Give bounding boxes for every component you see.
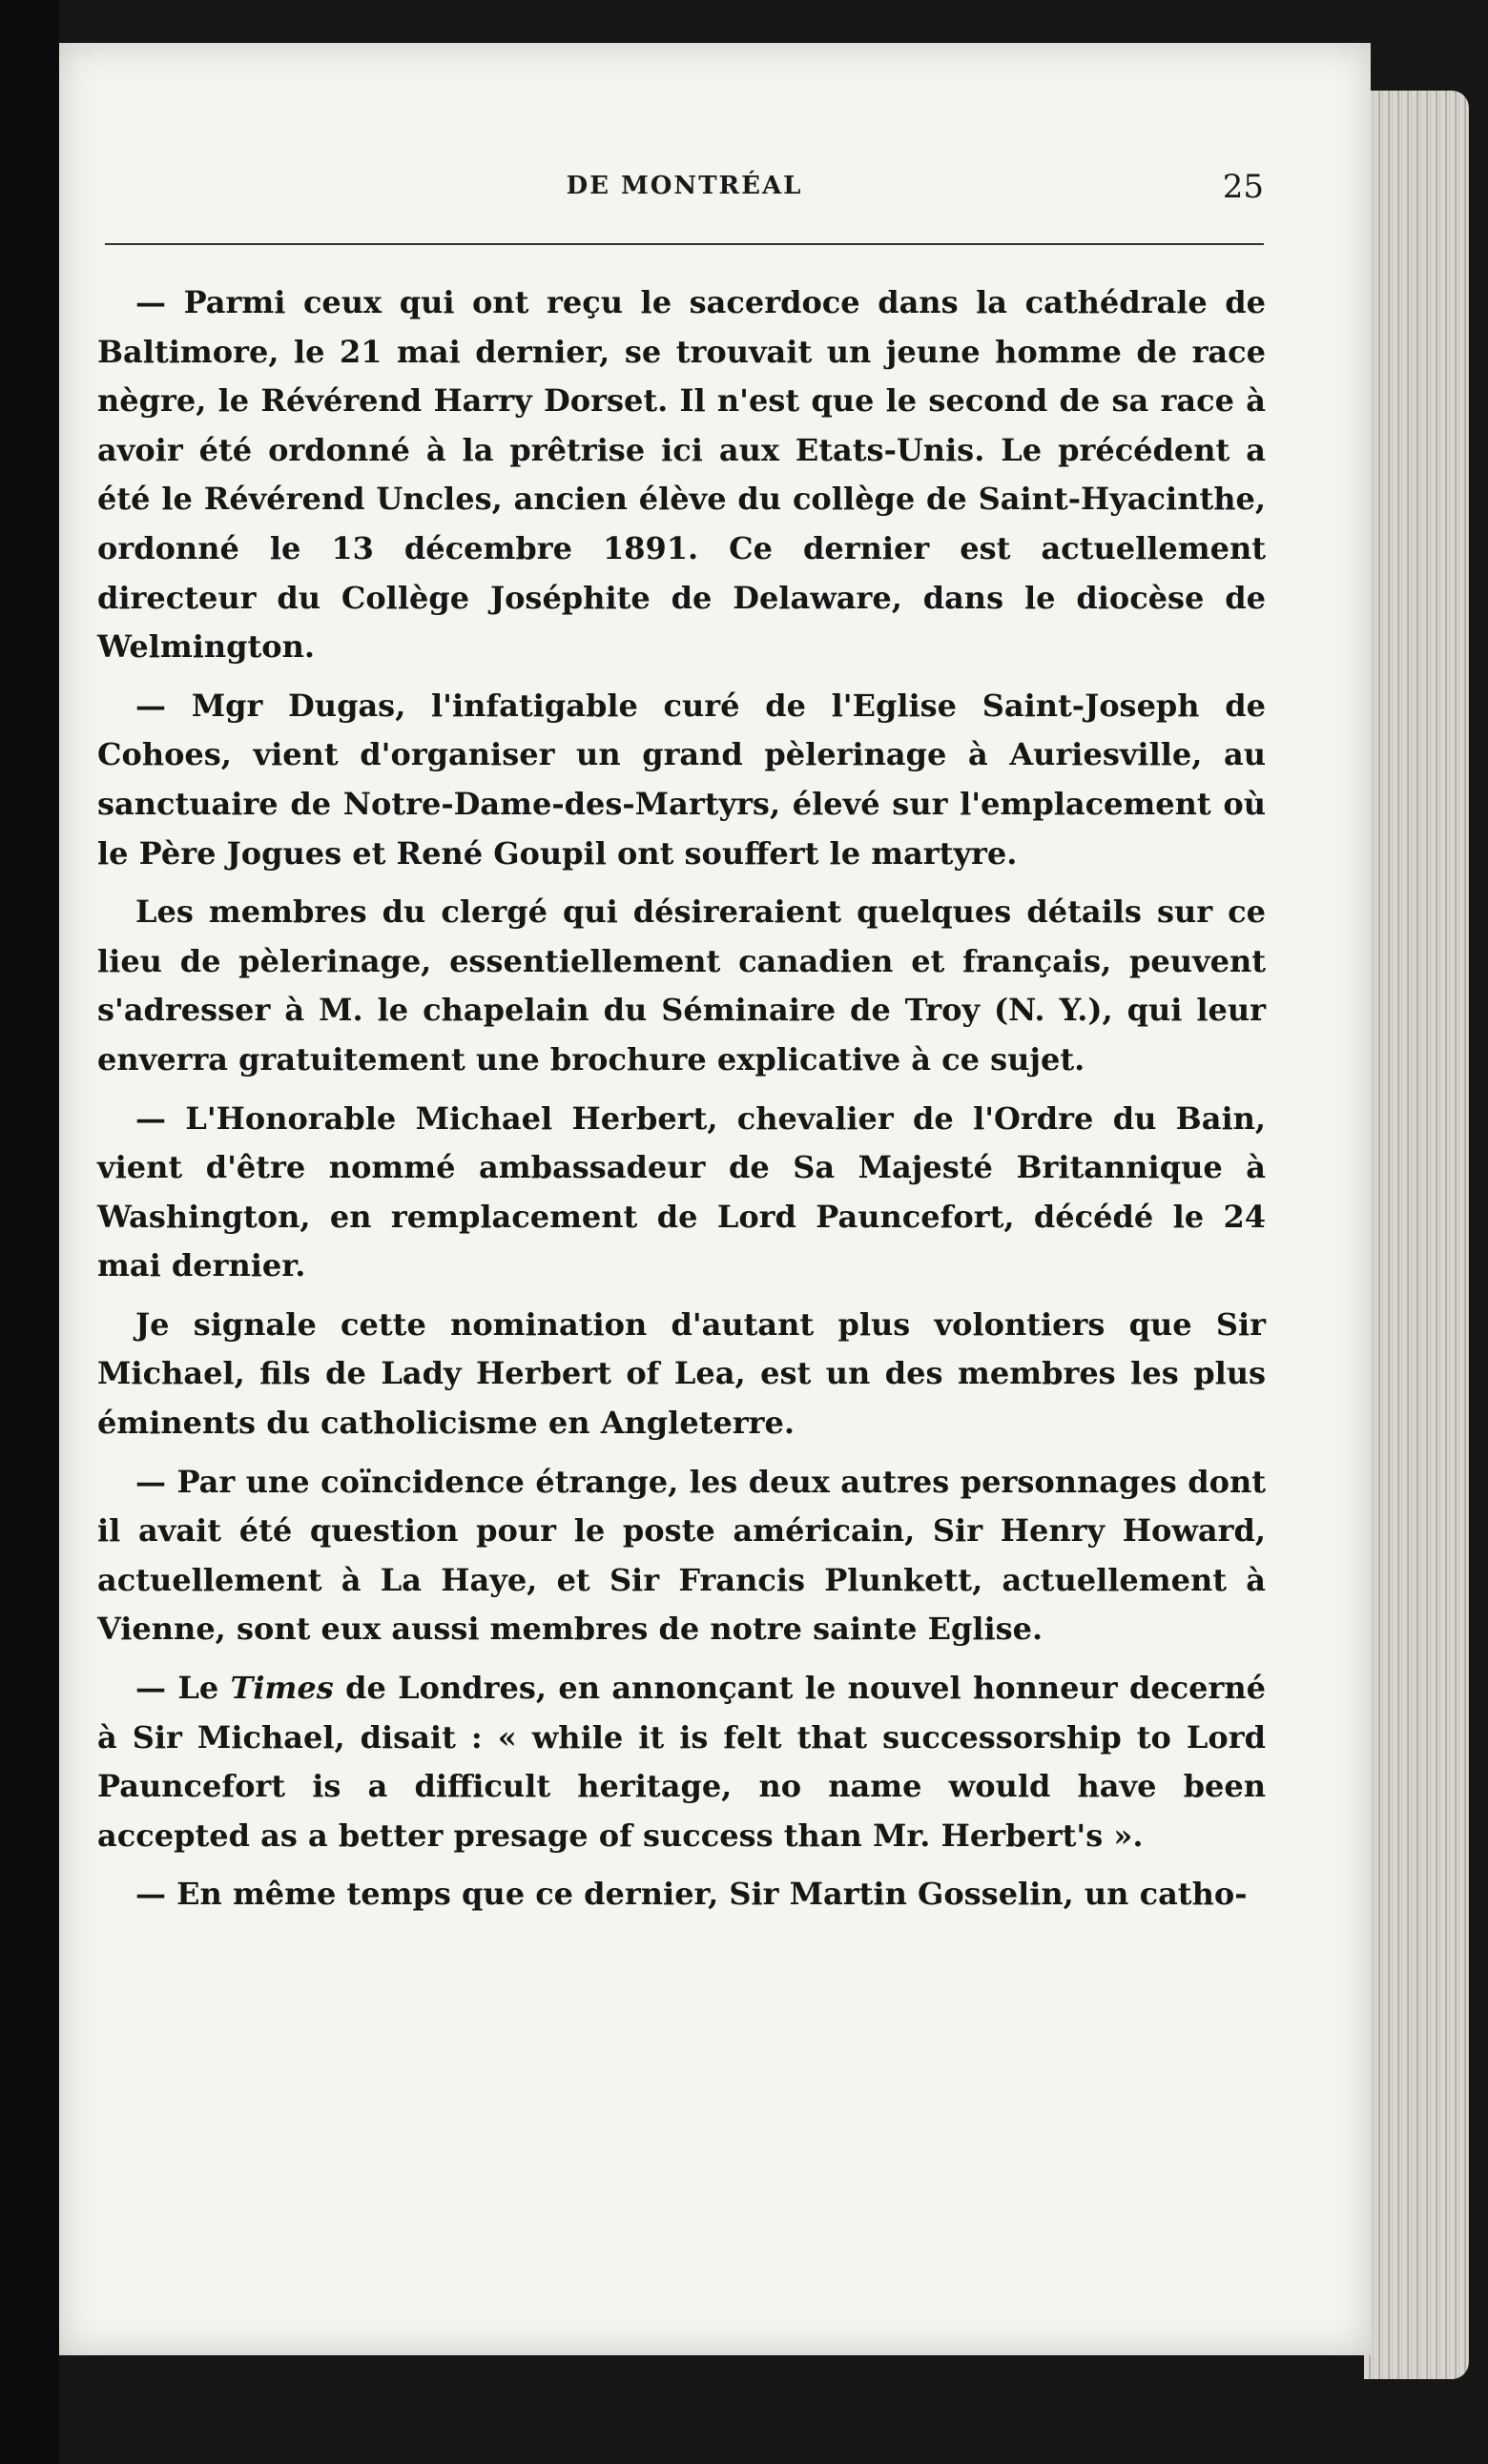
page-number: 25 bbox=[1222, 168, 1264, 206]
header-rule bbox=[105, 243, 1264, 245]
scan-left-margin bbox=[0, 0, 59, 2464]
paragraph-nomination: Je signale cette nomination d'autant plus volontiers que Sir Michael, fils de Lady Herbert of Lea, est un des membres les plus éminents du catholicisme en Angleterre. bbox=[97, 1305, 1266, 1442]
page-body bbox=[97, 278, 1266, 1920]
book-page-edges bbox=[1364, 91, 1469, 2379]
paragraph-coincidence: — Par une coïncidence étrange, les deux autres personnages dont il avait été question pour le poste américain, Sir Henry Howard, actuellement à La Haye, et Sir Francis Plunkett, actuellement à Vienne, sont eux aussi membres de notre sainte Eglise. bbox=[97, 1463, 1266, 1648]
times-rest: de Londres, en annonçant le nouvel honneur decerné à Sir Michael, disait : « while it is felt that successorship to Lord Pauncefort is a difficult heritage, no name would have been accepted as a better presage of success than Mr. Herbert's ». bbox=[97, 1670, 1267, 1854]
paragraph-baltimore: — Parmi ceux qui ont reçu le sacerdoce dans la cathédrale de Baltimore, le 21 mai dernier, se trouvait un jeune homme de race nègre, le Révérend Harry Dorset. Il n'est que le second de sa race à avoir été ordonné à la prêtrise ici aux Etats-Unis. Le précédent a été le Révérend Uncles, ancien élève du collège de Saint-Hyacinthe, ordonné le 13 décembre 1891. Ce dernier est actuellement directeur du Collège Joséphite de Delaware, dans le diocèse de Welmington. bbox=[97, 284, 1266, 666]
times-lead: — Le bbox=[135, 1670, 231, 1707]
book-page bbox=[59, 43, 1371, 2355]
running-head: DE MONTRÉAL bbox=[566, 172, 803, 200]
paragraph-herbert: — L'Honorable Michael Herbert, chevalier de l'Ordre du Bain, vient d'être nommé ambassadeur de Sa Majesté Britannique à Washington, en remplacement de Lord Pauncefort, décédé le 24 mai dernier. bbox=[97, 1099, 1266, 1284]
times-title: Times bbox=[230, 1670, 334, 1707]
page-header bbox=[105, 168, 1264, 229]
paragraph-times bbox=[97, 1664, 1266, 1860]
paragraph-gosselin: — En même temps que ce dernier, Sir Martin Gosselin, un catho- bbox=[135, 1876, 1248, 1913]
paragraph-clerge: Les membres du clergé qui désireraient quelques détails sur ce lieu de pèlerinage, essentiellement canadien et français, peuvent s'adresser à M. le chapelain du Séminaire de Troy (N. Y.), qui leur enverra gratuitement une brochure explicative à ce sujet. bbox=[97, 893, 1266, 1078]
paragraph-dugas: — Mgr Dugas, l'infatigable curé de l'Eglise Saint-Joseph de Cohoes, vient d'organiser un grand pèlerinage à Auriesville, au sanctuaire de Notre-Dame-des-Martyrs, élevé sur l'emplacement où le Père Jogues et René Goupil ont souffert le martyre. bbox=[97, 687, 1266, 872]
